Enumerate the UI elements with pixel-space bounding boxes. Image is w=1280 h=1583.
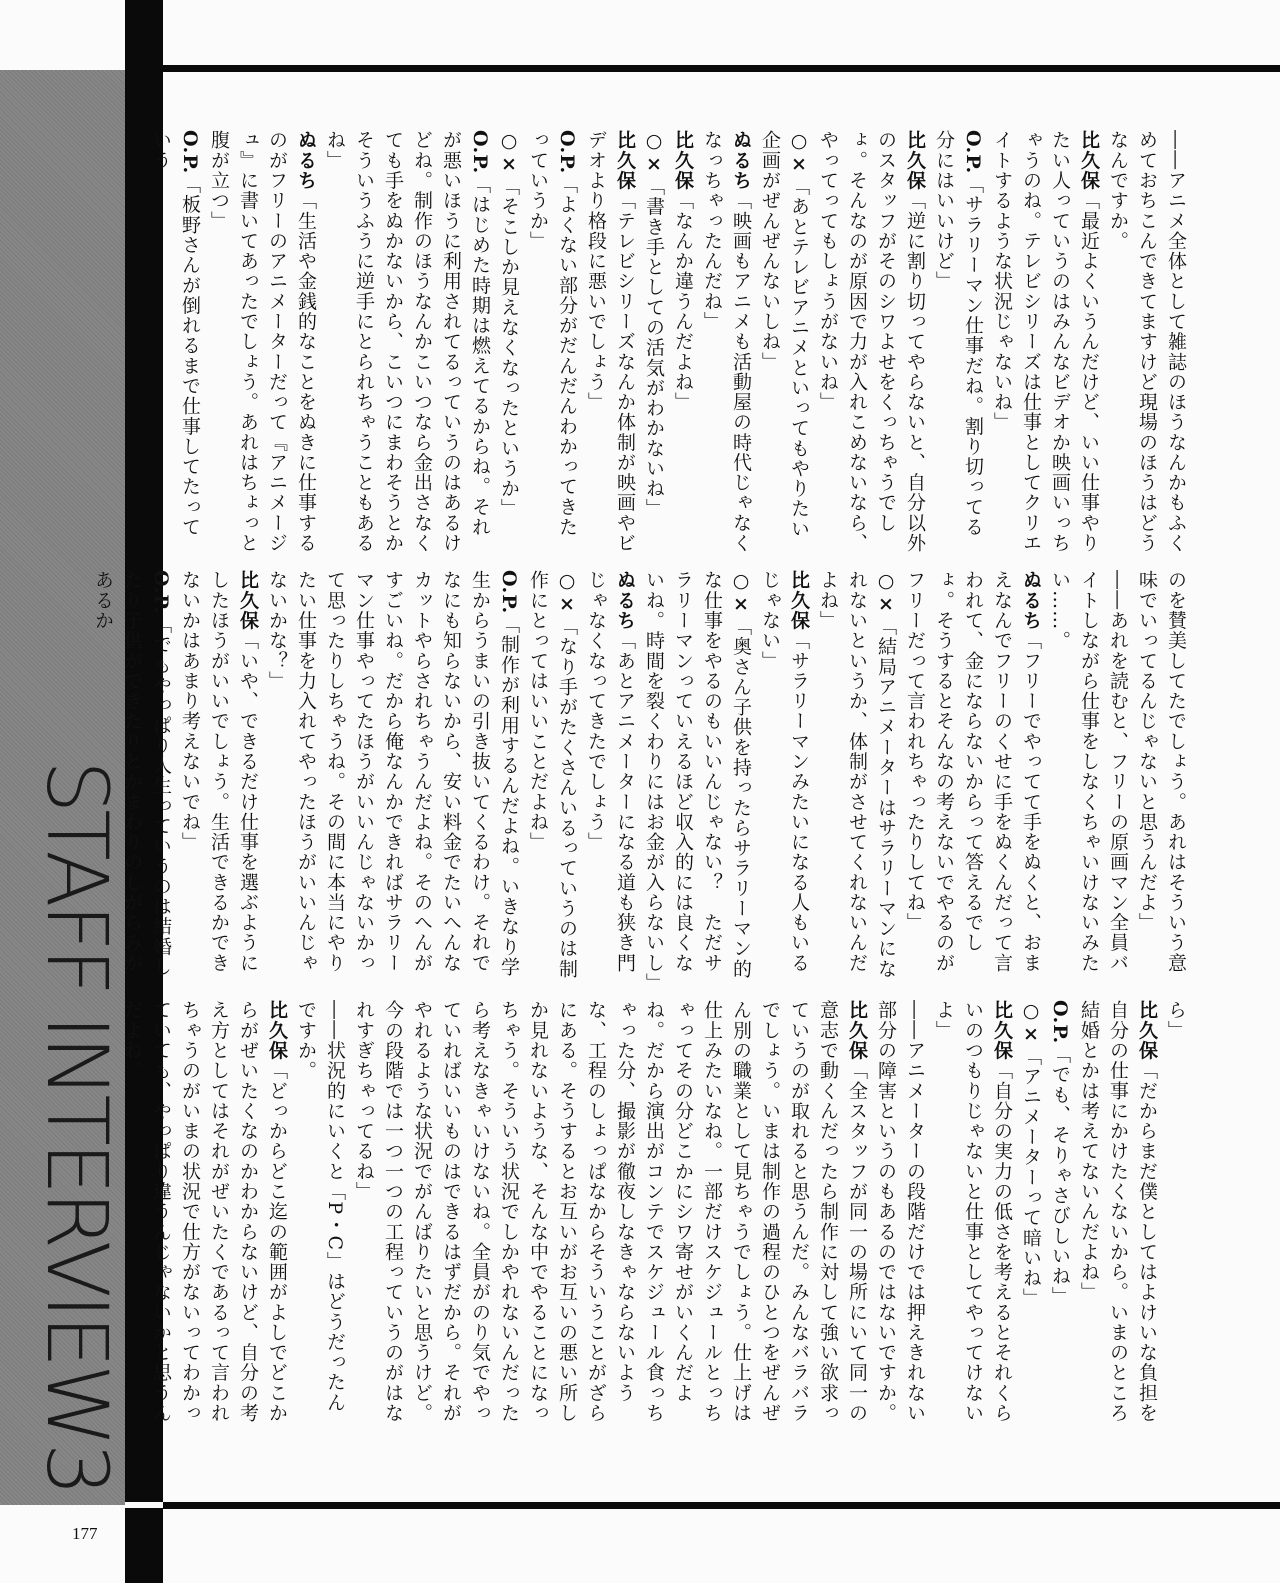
speech-text: のを賛美してたでしょう。あれはそういう意味でいってるんじゃないと思うんだよ」 bbox=[1136, 570, 1187, 973]
speech-text: 「フリーでやってて手をぬくと、おまえなんでフリーのくせに手をぬくんだって言われて、金にならないからって答えるでしょ。そうするとそんなの考えないでやるのがフリーだって言われちゃったりしてね」 bbox=[904, 570, 1042, 973]
speech-text: 「なんか違うんだよね」 bbox=[672, 190, 694, 412]
top-rule bbox=[163, 65, 1280, 72]
speaker-name: 比久保 bbox=[788, 570, 810, 631]
interview-paragraph bbox=[204, 130, 320, 555]
interview-paragraph bbox=[146, 130, 204, 555]
speech-text: 「テレビシリーズなんか体制が映画やビデオより格段に悪いでしょう」 bbox=[585, 130, 636, 553]
speech-text: 「はじめた時期は燃えてるからね。それが悪いほうに利用されてるっていうのはあるけどね。制作のほうなんかこいつなら金出さなくても手をぬかないから、こいつにまわそうとかそういうふうに逆手にとられちゃうこともあるね」 bbox=[324, 130, 491, 553]
speech-text: ら」 bbox=[1165, 1000, 1187, 1041]
speaker-name: O.P. bbox=[469, 130, 491, 175]
speech-text: 「あとテレビアニメといってもやりたい企画がぜんぜんないしね」 bbox=[759, 130, 810, 539]
interview-paragraph bbox=[755, 570, 813, 985]
speech-text: 「板野さんが倒れるまで仕事してたっていう bbox=[150, 130, 201, 537]
interview-paragraph bbox=[929, 130, 987, 555]
interview-paragraph bbox=[1161, 1000, 1190, 1425]
speaker-name: ○× bbox=[875, 570, 897, 617]
speech-text: 「結局アニメーターはサラリーマンになれないというか、体制がさせてくれないんだよね」 bbox=[817, 570, 897, 979]
interview-paragraph bbox=[581, 570, 639, 985]
speech-text: 「でもやっぱり人生っていうのは結婚したり子供ができたりとかまわりのしがらみがあるか bbox=[92, 570, 172, 977]
speaker-name: ○× bbox=[498, 130, 520, 177]
speaker-name: 比久保 bbox=[904, 130, 926, 191]
section-title: STAFF INTERVIEW3 bbox=[28, 760, 126, 1493]
speech-text: ――アニメ全体として雑誌のほうなんかもふくめておちこんできてますけど現場のほうはどうなんですか。 bbox=[1107, 130, 1187, 553]
interview-paragraph bbox=[291, 1000, 349, 1425]
interview-paragraph bbox=[668, 130, 697, 555]
speaker-name: ぬるち bbox=[1020, 570, 1042, 631]
interview-paragraph bbox=[523, 130, 581, 555]
speech-text: 「いや、できるだけ仕事を選ぶようにしたほうがいいでしょう。生活できるかできないかはあまり考えないでね」 bbox=[179, 570, 259, 973]
speaker-name: 比久保 bbox=[991, 1000, 1013, 1061]
side-bar-bottom bbox=[125, 1508, 163, 1583]
interview-paragraph bbox=[1103, 130, 1190, 555]
speech-text: 「サラリーマン仕事だね。割り切ってる分にはいいけど」 bbox=[933, 130, 984, 537]
interview-paragraph bbox=[262, 570, 523, 985]
interview-paragraph bbox=[871, 1000, 929, 1425]
interview-paragraph bbox=[639, 130, 668, 555]
speech-text: 「書き手としての活気がわかないね」 bbox=[643, 176, 665, 519]
speaker-name: 比久保 bbox=[266, 1000, 288, 1061]
speaker-name: O.P. bbox=[498, 570, 520, 615]
interview-paragraph bbox=[1016, 1000, 1045, 1425]
interview-paragraph bbox=[639, 570, 755, 993]
speech-text: 「なり手がたくさんいるっていうのは制作にとってはいいことだよね」 bbox=[527, 570, 578, 979]
speaker-name: O.P. bbox=[1049, 1000, 1071, 1045]
interview-paragraph bbox=[175, 570, 262, 985]
text-column-1 bbox=[150, 130, 1190, 555]
speaker-name: ぬるち bbox=[730, 130, 752, 191]
speech-text: 「サラリーマンみたいになる人もいるじゃない」 bbox=[759, 570, 810, 973]
speaker-name: 比久保 bbox=[614, 130, 636, 191]
interview-paragraph bbox=[1045, 570, 1132, 985]
interview-paragraph bbox=[929, 1000, 1016, 1425]
speech-text: 「生活や金銭的なことをぬきに仕事するのがフリーのアニメーターだって『アニメージュ』に書いてあったでしょう。あれはちょっと腹が立つ」 bbox=[208, 130, 317, 553]
speech-text: ――あれを読むと、フリーの原画マン全員バイトしながら仕事をしなくちゃいけないみたい……。 bbox=[1049, 570, 1129, 973]
interview-paragraph bbox=[755, 130, 813, 555]
speech-text: 「だからまだ僕としてはよけいな負担を自分の仕事にかけたくないから。いまのところ結婚とかは考えてないんだよね」 bbox=[1078, 1000, 1158, 1423]
interview-paragraph bbox=[1074, 1000, 1161, 1425]
bottom-rule bbox=[163, 1502, 1280, 1509]
interview-paragraph bbox=[697, 130, 755, 555]
speaker-name: ○× bbox=[1020, 1000, 1042, 1047]
speaker-name: 比久保 bbox=[846, 1000, 868, 1061]
speech-text: 「よくない部分がだんだんわかってきたっていうか」 bbox=[527, 130, 578, 537]
interview-paragraph bbox=[1045, 1000, 1074, 1425]
speech-text: 「逆に割り切ってやらないと、自分以外のスタッフがそのシワよせをくっちゃうでしょ。そんなのが原因で力が入れこめないなら、やってってもしょうがないね」 bbox=[817, 130, 926, 553]
speech-text: 「全スタッフが同一の場所にいて同一の意志で動くんだったら制作に対して強い欲求っていうのが取れると思うんだ。みんなバラバラでしょう。いまは制作の過程のひとつをぜんぜん別の職業として見ちゃうでしょう。仕上げは仕上みたいなね。一部だけスケジュールとっちゃってその分どこかにシワ寄せがいくんだよね。だから演出がコンテでスケジュール食っちゃった分、撮影が徹夜しなきゃならないような、工程のしょっぱなからそういうことがざらにある。そうするとお互いがお互いの悪い所しか見れないような、そんな中でやることになっちゃう。そういう状況でしかやれないんだったら考えなきゃいけないね。全員がのり気でやっていればいいものはできるはずだから。それがやれるような状況でがんばりたいと思うけど。今の段階では一つ一つの工程っていうのがはなれすぎちゃってるね」 bbox=[353, 1000, 868, 1423]
speaker-name: 比久保 bbox=[1136, 1000, 1158, 1061]
speaker-name: ○× bbox=[556, 570, 578, 617]
interview-paragraph bbox=[900, 570, 1045, 985]
speaker-name: ○× bbox=[788, 130, 810, 177]
speaker-name: O.P. bbox=[150, 570, 172, 615]
speech-text: ――アニメーターの段階だけでは押えきれない部分の障害というのもあるのではないですか。 bbox=[875, 1000, 926, 1423]
speaker-name: 比久保 bbox=[1078, 130, 1100, 191]
text-column-2 bbox=[92, 570, 1190, 993]
speech-text: 「最近よくいうんだけど、いい仕事やりたい人っていうのはみんなビデオか映画いっちゃうのね。テレビシリーズは仕事としてクリエイトするような状況じゃないね」 bbox=[991, 130, 1100, 553]
speaker-name: O.P. bbox=[556, 130, 578, 175]
interview-paragraph bbox=[813, 130, 929, 555]
speech-text: 「でも、そりゃさびしいね」 bbox=[1049, 1044, 1071, 1307]
speaker-name: ぬるち bbox=[295, 130, 317, 191]
speaker-name: ぬるち bbox=[614, 570, 636, 631]
speech-text: 「制作が利用するんだよね。いきなり学生からうまいの引き抜いてくるわけ。それでなにも知らないから、安い料金でたいへんなカットやらされちゃうんだよね。そのへんがすごいね。だから俺なんかできればサラリーマン仕事やってたほうがいいんじゃないかって思ったりしちゃうね。その間に本当にやりたい仕事を力入れてやったほうがいいんじゃないかな？」 bbox=[266, 570, 520, 977]
page-number: 177 bbox=[72, 1524, 98, 1543]
speech-text: 「アニメーターって暗いね」 bbox=[1020, 1046, 1042, 1309]
speech-text: 「どっからどこ迄の範囲がよしでどこからがぜいたくなのかわからないけど、自分の考え方としてはそれがぜいたくであるって言われちゃうのがいまの状況で仕方がないってわかっていても、やっぱり違うんじゃないかと思うんだよね。 bbox=[121, 1000, 288, 1423]
speaker-name: ○× bbox=[643, 130, 665, 177]
interview-paragraph bbox=[813, 570, 900, 985]
interview-paragraph bbox=[117, 1000, 291, 1425]
interview-paragraph bbox=[320, 130, 494, 555]
speech-text: 「自分の実力の低さを考えるとそれくらいのつもりじゃないと仕事としてやってけないよ」 bbox=[933, 1000, 1013, 1423]
interview-paragraph bbox=[581, 130, 639, 555]
speech-text: ――状況的にいくと「P・C」はどうだったんですか。 bbox=[295, 1000, 346, 1413]
speech-text: 「そこしか見えなくなったというか」 bbox=[498, 176, 520, 519]
speech-text: 「あとアニメーターになる道も狭き門じゃなくなってきたでしょう」 bbox=[585, 570, 636, 973]
interview-paragraph bbox=[88, 570, 175, 985]
interview-paragraph bbox=[349, 1000, 871, 1425]
speech-text: 「奥さん子供を持ったらサラリーマン的な仕事をやるのもいいんじゃない？ ただサラリーマンっていえるほど収入的には良くないね。時間を裂くわりにはお金が入らないし」 bbox=[643, 570, 752, 993]
speaker-name: O.P. bbox=[962, 130, 984, 175]
speaker-name: ○× bbox=[730, 570, 752, 617]
speaker-name: 比久保 bbox=[237, 570, 259, 631]
interview-paragraph bbox=[1132, 570, 1190, 985]
interview-paragraph bbox=[987, 130, 1103, 555]
side-bar-top bbox=[125, 0, 163, 70]
speaker-name: 比久保 bbox=[672, 130, 694, 191]
speaker-name: O.P. bbox=[179, 130, 201, 175]
interview-paragraph bbox=[494, 130, 523, 555]
interview-paragraph bbox=[523, 570, 581, 985]
text-column-3 bbox=[121, 1000, 1190, 1425]
speech-text: 「映画もアニメも活動屋の時代じゃなくなっちゃったんだね」 bbox=[701, 130, 752, 553]
